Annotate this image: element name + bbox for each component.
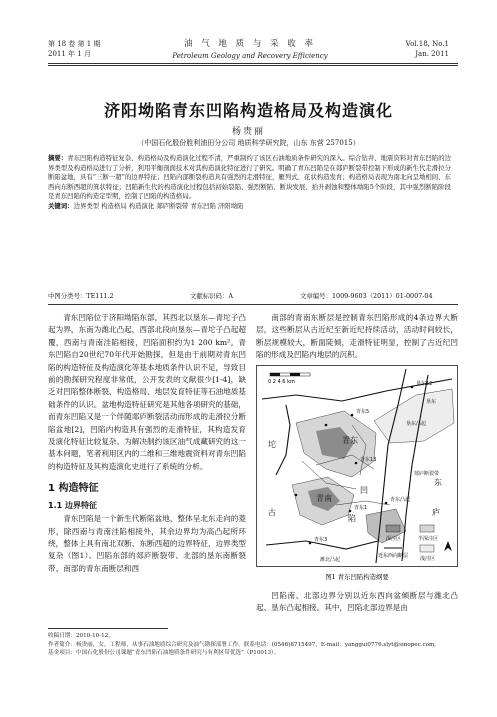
map-label: 坨 xyxy=(268,440,276,449)
map-label: 青东 xyxy=(342,436,358,445)
map-label: 青东1 xyxy=(354,505,368,511)
header-rule xyxy=(48,63,458,64)
right-column-top xyxy=(256,312,458,362)
journal-title-cn: 油 气 地 质 与 采 收 率 xyxy=(184,39,316,49)
map-label: 垦东12 xyxy=(416,381,433,387)
legend-item: 近东西向断层 xyxy=(378,553,409,559)
keywords-label: 关键词： xyxy=(48,201,74,210)
map-label: 郯庐断裂带 xyxy=(414,471,440,477)
map-label: 庐 xyxy=(432,508,440,517)
map-label: 古 xyxy=(268,508,276,517)
legend-item: 半深洼区 xyxy=(418,536,439,542)
abstract-rule xyxy=(48,304,458,305)
author-bio: 作者简介：杨贵丽，女，工程师，从事石油地质综合研究及油气勘探部署工作。联系电话：(0546)8715497，E-mail：yanggui0776.slyt@sinopec.com。 xyxy=(48,641,440,648)
map-label: 垦东凸起 xyxy=(406,421,427,427)
funding: 基金项目：中国石化股份公司课题“青东凹陷石油地质条件研究与有利区带优选”（P10013）。 xyxy=(48,650,280,657)
footnote xyxy=(48,632,458,658)
document-code: 文献标识码：A xyxy=(190,292,233,300)
keywords: 边界类型 构造格局 构造演化 郯庐断裂带 青东凹陷 济阳坳陷 xyxy=(73,201,244,210)
article-title: 济阳坳陷青东凹陷构造格局及构造演化 xyxy=(103,101,393,120)
map-label: 陷 xyxy=(348,514,356,523)
map-label: 青南 xyxy=(316,494,332,503)
scale-label: 0 2 4 6 km xyxy=(268,379,295,385)
clc-number: 中图分类号：TE111.2 xyxy=(48,292,114,300)
date-cn: 2011 年 1 月 xyxy=(48,50,91,58)
affiliation: （中国石化股份胜利油田分公司 地质科学研究院，山东 东营 257015） xyxy=(137,139,360,147)
legend-item: 深洼区 xyxy=(386,536,402,542)
map-label: 青东凸起 xyxy=(390,497,411,503)
map-label: 东 xyxy=(434,478,442,487)
boundary-faults-paragraph: 南部的青南东断层是控制青东凹陷形成的4条边界大断层，这些断层从古近纪至新近纪持续活动，活动时间较长，断层规模较大，断面陡倾，走滑特征明显，控制了古近纪凹陷的形成及凹陷内地层的沉积。 xyxy=(256,313,458,360)
date-en: Jan. 2011 xyxy=(415,50,449,58)
map-label: 垦东 xyxy=(426,399,437,405)
map-label: 青东5 xyxy=(356,409,370,415)
section-1-heading: 1 构造特征 xyxy=(48,483,99,495)
boundary-paragraph: 青东凹陷是一个新生代断陷盆地，整体呈北东走向的菱形，除西南与青南洼陷相接外，其余边界均为高凸起所环绕，整体上具有南北双断、东断西超的边界特征，边界类型复杂（图1）。凹陷东部的郯庐断裂带、北部的垦东南断裂带、南部的青东南断层和西 xyxy=(48,514,246,573)
volume-issue-en: Vol.18, No.1 xyxy=(405,40,449,48)
legend-item: 浅洼区 xyxy=(420,556,436,562)
left-column xyxy=(48,312,246,575)
author: 杨贵丽 xyxy=(231,127,265,137)
article-number: 文章编号：1009-9603（2011）01-0007-04 xyxy=(300,292,433,300)
map-label: 青东13 xyxy=(360,457,377,463)
map-label: 青东3 xyxy=(314,537,328,543)
boundary-continued-paragraph: 凹陷南、北部边界分别以近东西向盆倾断层与潍北凸起、垦东凸起相接。其中，凹陷北部边界是由 xyxy=(256,591,458,613)
volume-issue-cn: 第 18 卷 第 1 期 xyxy=(48,40,101,48)
right-column-bottom xyxy=(256,590,458,615)
section-1-1-heading: 1.1 边界特征 xyxy=(48,500,97,510)
abstract-text: 青东凹陷构造特征复杂，构造格局及构造演化过程不清，严重制约了该区石油地质条件研究的深入。综合钻井、地震资料对青东凹陷的边界类型及构造格局进行了分析，利用平衡剖面技术对其构造演化特征进行了研究。明确了青东凹陷是在郯庐断裂带控制下形成的新生代走滑拉分断陷盆地，具有“三断一超”的边界特征；凹陷内部断裂构造具有强烈的走滑特征，雁列式、花状构造发育；构造格局表现为南北向呈坳相间、东西向东断西超的箕状特征；凹陷新生代的构造演化过程包括初始裂陷、强烈断陷、断块发展、抬升剥蚀和整体坳陷5个阶段，其中强烈断陷阶段是青东凹陷的构造定型期，控制了凹陷的构造格局。 xyxy=(48,154,452,201)
journal-title-en: Petroleum Geology and Recovery Efficiency xyxy=(172,52,328,60)
received-date: 收稿日期：2010-10-12。 xyxy=(48,633,114,639)
abstract xyxy=(48,154,451,212)
abstract-label: 摘要： xyxy=(48,154,68,162)
map-label: 潍北凸起 xyxy=(320,557,341,563)
figure-1 xyxy=(256,365,458,583)
header-rule-2 xyxy=(48,65,458,66)
intro-paragraph: 青东凹陷位于济阳坳陷东部，其西北以垦东—青坨子凸起为界，东南为潍北凸起，西部北段向垦东—青坨子凸起超覆，西南与青南洼陷相接，凹陷面积约为1 200 km²。青东凹陷自20世纪70年代开始勘探，但是由于前期对青东凹陷的构造特征及构造演化等基本地质条件认识不足，导致目前的勘探研究程度非常低，公开发表的文献很少[1-4]，缺乏对凹陷整体断裂、构造格局、地层发育特征等石油地质基础条件的认识。盆地构造特征研究是其他各项研究的基础，而青东凹陷又是一个伴随郯庐断裂活动而形成的走滑拉分断陷盆地[2]，凹陷内构造具有强烈的走滑特征，其构造发育及演化特征比较复杂。为解决制约该区油气成藏研究的这一基本问题，笔者利用区内的二维和三维地震资料对青东凹陷的构造特征及其构造演化史进行了系统的分析。 xyxy=(48,313,246,471)
structure-map xyxy=(256,365,458,583)
figure-caption: 图1 青东凹陷构造纲要 xyxy=(325,573,389,581)
footnote-rule xyxy=(48,628,168,629)
map-label: 凹 xyxy=(360,486,368,495)
